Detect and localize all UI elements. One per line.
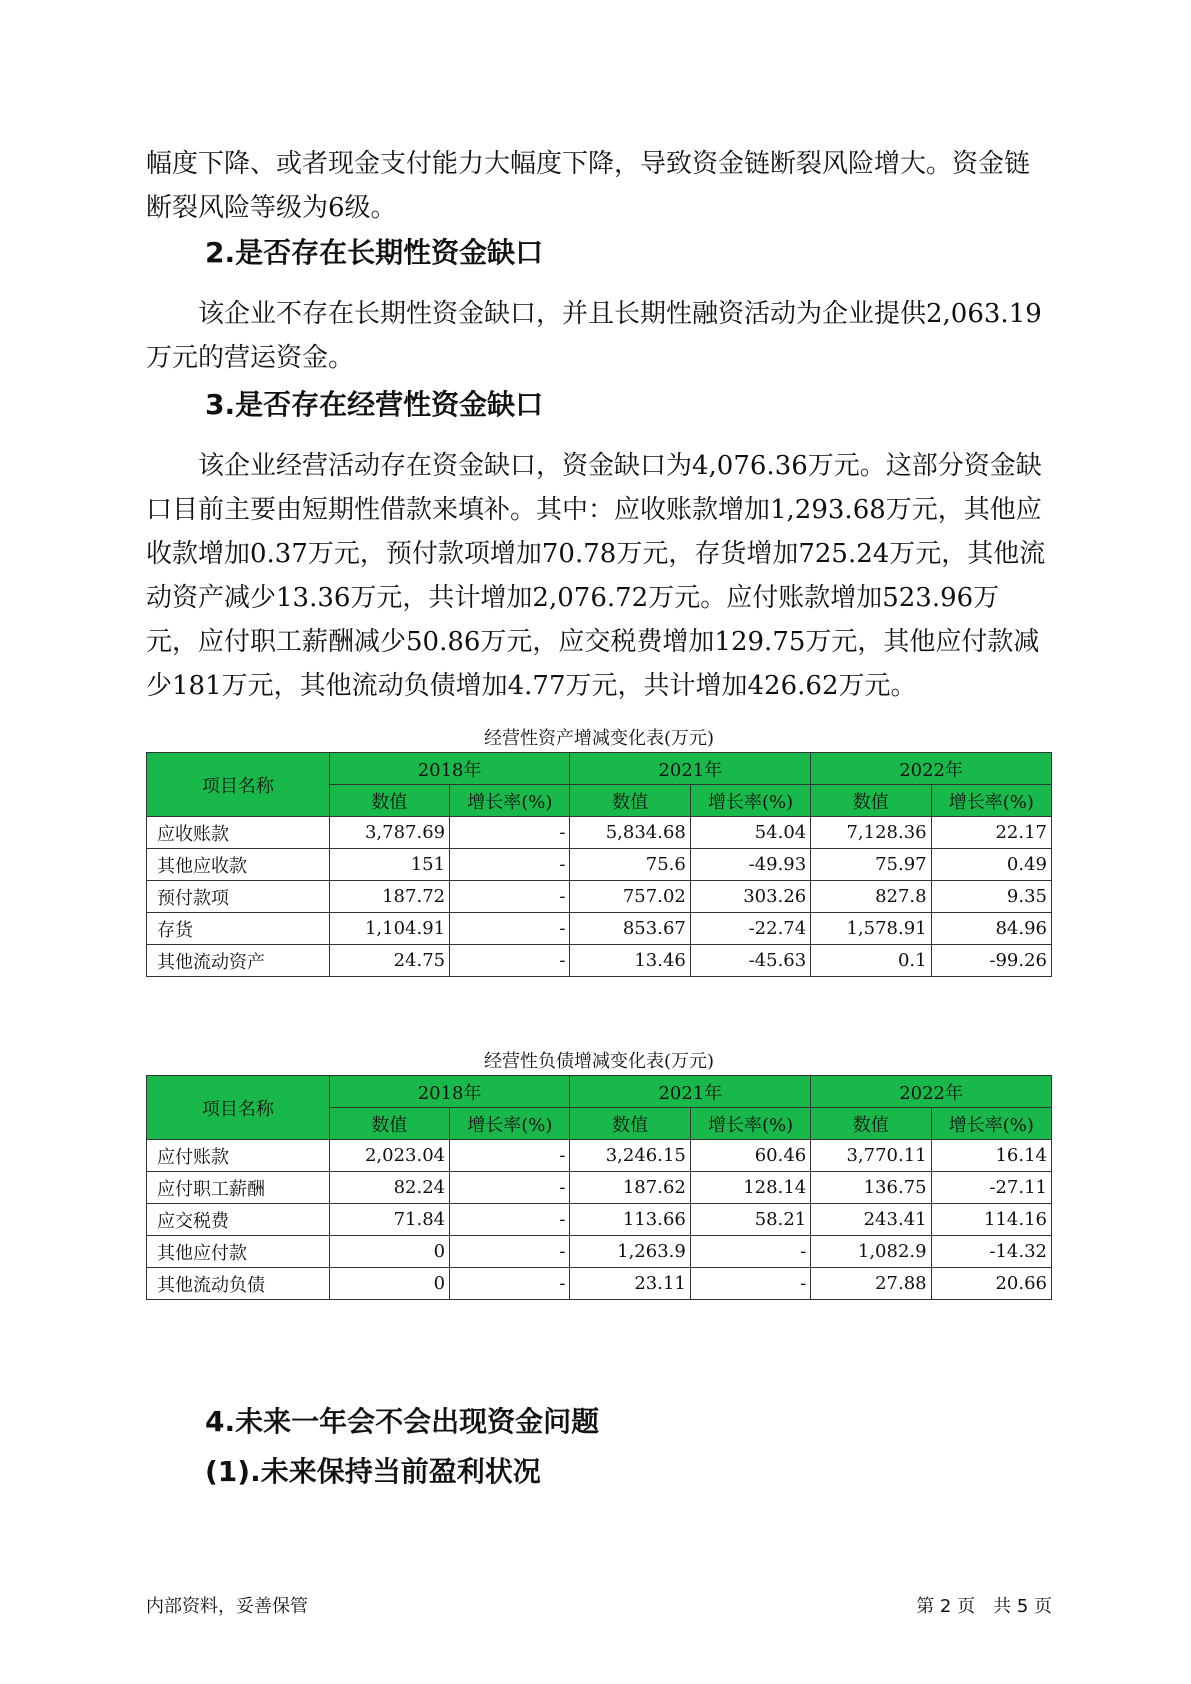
table-row bbox=[147, 881, 1052, 913]
table-cell: - bbox=[450, 881, 570, 913]
table-cell: - bbox=[690, 1236, 810, 1268]
heading-long-term-gap: 2.是否存在长期性资金缺口 bbox=[205, 236, 544, 269]
subheader-growth-rate: 增长率(%) bbox=[931, 785, 1051, 817]
paragraph-operating-gap: 该企业经营活动存在资金缺口，资金缺口为4,076.36万元。这部分资金缺口目前主要由短期性借款来填补。其中：应收账款增加1,293.68万元，其他应收款增加0.37万元，预付款项增加70.78万元，存货增加725.24万元，其他流动资产减少13.36万元，共计增加2,076.72万元。应付账款增加523.96万元，应付职工薪酬减少50.86万元，应交税费增加129.75万元，其他应付款减少181万元，其他流动负债增加4.77万元，共计增加426.62万元。 bbox=[146, 451, 1046, 701]
subheader-growth-rate: 增长率(%) bbox=[690, 785, 810, 817]
table-cell: - bbox=[450, 913, 570, 945]
asset-table-caption: 经营性资产增减变化表(万元) bbox=[483, 728, 715, 749]
table-cell: 82.24 bbox=[329, 1172, 449, 1204]
subheader-value: 数值 bbox=[570, 1108, 690, 1140]
table-cell: 303.26 bbox=[690, 881, 810, 913]
table-row bbox=[147, 945, 1052, 977]
subheader-value: 数值 bbox=[329, 785, 449, 817]
table-cell: - bbox=[450, 1172, 570, 1204]
table-row bbox=[147, 1236, 1052, 1268]
table-cell: -45.63 bbox=[690, 945, 810, 977]
table-cell: - bbox=[450, 945, 570, 977]
table-cell: - bbox=[450, 1236, 570, 1268]
subheader-growth-rate: 增长率(%) bbox=[450, 785, 570, 817]
table-cell: 187.62 bbox=[570, 1172, 690, 1204]
table-cell: 22.17 bbox=[931, 817, 1051, 849]
row-label: 预付款项 bbox=[147, 881, 330, 913]
table-cell: 84.96 bbox=[931, 913, 1051, 945]
table-cell: 827.8 bbox=[811, 881, 931, 913]
table-cell: 75.6 bbox=[570, 849, 690, 881]
table-cell: 71.84 bbox=[329, 1204, 449, 1236]
heading-keep-profit: (1).未来保持当前盈利状况 bbox=[205, 1455, 541, 1488]
table-cell: -14.32 bbox=[931, 1236, 1051, 1268]
table-cell: 243.41 bbox=[811, 1204, 931, 1236]
column-header-year: 2018年 bbox=[329, 1076, 570, 1108]
table-cell: 23.11 bbox=[570, 1268, 690, 1300]
table-cell: 1,082.9 bbox=[811, 1236, 931, 1268]
subheader-growth-rate: 增长率(%) bbox=[931, 1108, 1051, 1140]
table-cell: - bbox=[450, 1204, 570, 1236]
table-cell: 1,578.91 bbox=[811, 913, 931, 945]
row-label: 其他流动资产 bbox=[147, 945, 330, 977]
table-row bbox=[147, 1172, 1052, 1204]
subheader-growth-rate: 增长率(%) bbox=[690, 1108, 810, 1140]
row-label: 应付账款 bbox=[147, 1140, 330, 1172]
table-cell: 853.67 bbox=[570, 913, 690, 945]
table-row bbox=[147, 1204, 1052, 1236]
table-cell: 9.35 bbox=[931, 881, 1051, 913]
table-cell: -49.93 bbox=[690, 849, 810, 881]
paragraph-long-term-gap: 该企业不存在长期性资金缺口，并且长期性融资活动为企业提供2,063.19万元的营运资金。 bbox=[146, 299, 1042, 373]
table-cell: 0 bbox=[329, 1236, 449, 1268]
liability-change-table bbox=[146, 1075, 1052, 1300]
column-header-year: 2021年 bbox=[570, 1076, 811, 1108]
footer-page-number: 第 2 页 共 5 页 bbox=[916, 1596, 1052, 1617]
table-cell: 58.21 bbox=[690, 1204, 810, 1236]
table-cell: 757.02 bbox=[570, 881, 690, 913]
asset-change-table bbox=[146, 752, 1052, 977]
row-label: 存货 bbox=[147, 913, 330, 945]
row-label: 应收账款 bbox=[147, 817, 330, 849]
table-cell: - bbox=[450, 849, 570, 881]
table-cell: - bbox=[690, 1268, 810, 1300]
row-label: 其他应付款 bbox=[147, 1236, 330, 1268]
heading-next-year-funding: 4.未来一年会不会出现资金问题 bbox=[205, 1405, 600, 1438]
footer-confidential-note: 内部资料，妥善保管 bbox=[146, 1596, 308, 1617]
table-cell: 24.75 bbox=[329, 945, 449, 977]
column-header-name: 项目名称 bbox=[147, 753, 330, 817]
table-cell: - bbox=[450, 817, 570, 849]
table-cell: 1,104.91 bbox=[329, 913, 449, 945]
table-cell: 20.66 bbox=[931, 1268, 1051, 1300]
table-cell: 0 bbox=[329, 1268, 449, 1300]
table-cell: -99.26 bbox=[931, 945, 1051, 977]
table-row bbox=[147, 817, 1052, 849]
table-cell: 27.88 bbox=[811, 1268, 931, 1300]
table-cell: 13.46 bbox=[570, 945, 690, 977]
column-header-year: 2022年 bbox=[811, 753, 1052, 785]
subheader-value: 数值 bbox=[811, 1108, 931, 1140]
table-row bbox=[147, 1140, 1052, 1172]
column-header-name: 项目名称 bbox=[147, 1076, 330, 1140]
row-label: 应付职工薪酬 bbox=[147, 1172, 330, 1204]
row-label: 应交税费 bbox=[147, 1204, 330, 1236]
paragraph-risk-level: 幅度下降、或者现金支付能力大幅度下降，导致资金链断裂风险增大。资金链断裂风险等级为6级。 bbox=[146, 149, 1031, 223]
subheader-value: 数值 bbox=[811, 785, 931, 817]
heading-operating-gap: 3.是否存在经营性资金缺口 bbox=[205, 388, 544, 421]
subheader-value: 数值 bbox=[329, 1108, 449, 1140]
table-cell: 114.16 bbox=[931, 1204, 1051, 1236]
table-cell: - bbox=[450, 1268, 570, 1300]
subheader-growth-rate: 增长率(%) bbox=[450, 1108, 570, 1140]
table-cell: 187.72 bbox=[329, 881, 449, 913]
table-row bbox=[147, 1268, 1052, 1300]
table-cell: 3,770.11 bbox=[811, 1140, 931, 1172]
table-cell: 16.14 bbox=[931, 1140, 1051, 1172]
column-header-year: 2022年 bbox=[811, 1076, 1052, 1108]
table-cell: 1,263.9 bbox=[570, 1236, 690, 1268]
table-cell: -27.11 bbox=[931, 1172, 1051, 1204]
column-header-year: 2018年 bbox=[329, 753, 570, 785]
table-row bbox=[147, 913, 1052, 945]
column-header-year: 2021年 bbox=[570, 753, 811, 785]
table-cell: 75.97 bbox=[811, 849, 931, 881]
table-cell: 3,246.15 bbox=[570, 1140, 690, 1172]
table-cell: 7,128.36 bbox=[811, 817, 931, 849]
table-cell: 128.14 bbox=[690, 1172, 810, 1204]
row-label: 其他流动负债 bbox=[147, 1268, 330, 1300]
table-cell: 136.75 bbox=[811, 1172, 931, 1204]
row-label: 其他应收款 bbox=[147, 849, 330, 881]
liability-table-caption: 经营性负债增减变化表(万元) bbox=[483, 1051, 715, 1072]
table-cell: 0.1 bbox=[811, 945, 931, 977]
table-cell: 60.46 bbox=[690, 1140, 810, 1172]
table-cell: 151 bbox=[329, 849, 449, 881]
table-row bbox=[147, 849, 1052, 881]
table-cell: - bbox=[450, 1140, 570, 1172]
table-cell: 5,834.68 bbox=[570, 817, 690, 849]
table-cell: 0.49 bbox=[931, 849, 1051, 881]
table-cell: 3,787.69 bbox=[329, 817, 449, 849]
table-cell: -22.74 bbox=[690, 913, 810, 945]
subheader-value: 数值 bbox=[570, 785, 690, 817]
table-cell: 113.66 bbox=[570, 1204, 690, 1236]
table-cell: 54.04 bbox=[690, 817, 810, 849]
table-cell: 2,023.04 bbox=[329, 1140, 449, 1172]
